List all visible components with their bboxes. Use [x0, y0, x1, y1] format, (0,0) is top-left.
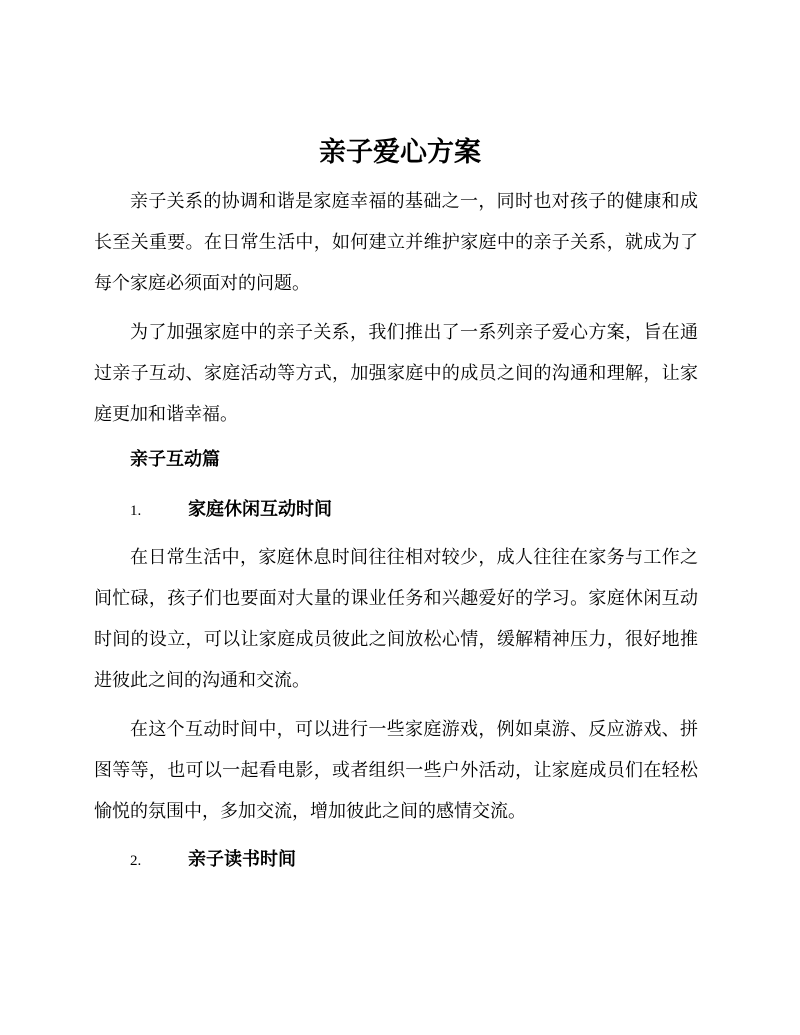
item-number: 1.	[130, 503, 142, 519]
page-title: 亲子爱心方案	[319, 137, 481, 168]
numbered-heading-1	[130, 496, 690, 525]
numbered-heading-2	[130, 846, 690, 875]
intro-paragraph-2: 为了加强家庭中的亲子关系，我们推出了一系列亲子爱心方案，旨在通过亲子互动、家庭活动等方式，加强家庭中的成员之间的沟通和理解，让家庭更加和谐幸福。	[94, 322, 698, 425]
item-heading: 亲子读书时间	[188, 849, 296, 870]
item-1-paragraph-1: 在日常生活中，家庭休息时间往往相对较少，成人往往在家务与工作之间忙碌，孩子们也要面对大量的课业任务和兴趣爱好的学习。家庭休闲互动时间的设立，可以让家庭成员彼此之间放松心情，缓解精神压力，很好地推进彼此之间的沟通和交流。	[94, 547, 698, 691]
item-heading: 家庭休闲互动时间	[188, 499, 332, 520]
item-number: 2.	[130, 853, 142, 869]
intro-paragraph-1: 亲子关系的协调和谐是家庭幸福的基础之一，同时也对孩子的健康和成长至关重要。在日常生活中，如何建立并维护家庭中的亲子关系，就成为了每个家庭必须面对的问题。	[94, 191, 698, 294]
section-heading: 亲子互动篇	[130, 449, 220, 470]
item-1-paragraph-2: 在这个互动时间中，可以进行一些家庭游戏，例如桌游、反应游戏、拼图等等，也可以一起看电影，或者组织一些户外活动，让家庭成员们在轻松愉悦的氛围中，多加交流，增加彼此之间的感情交流。	[94, 719, 698, 822]
